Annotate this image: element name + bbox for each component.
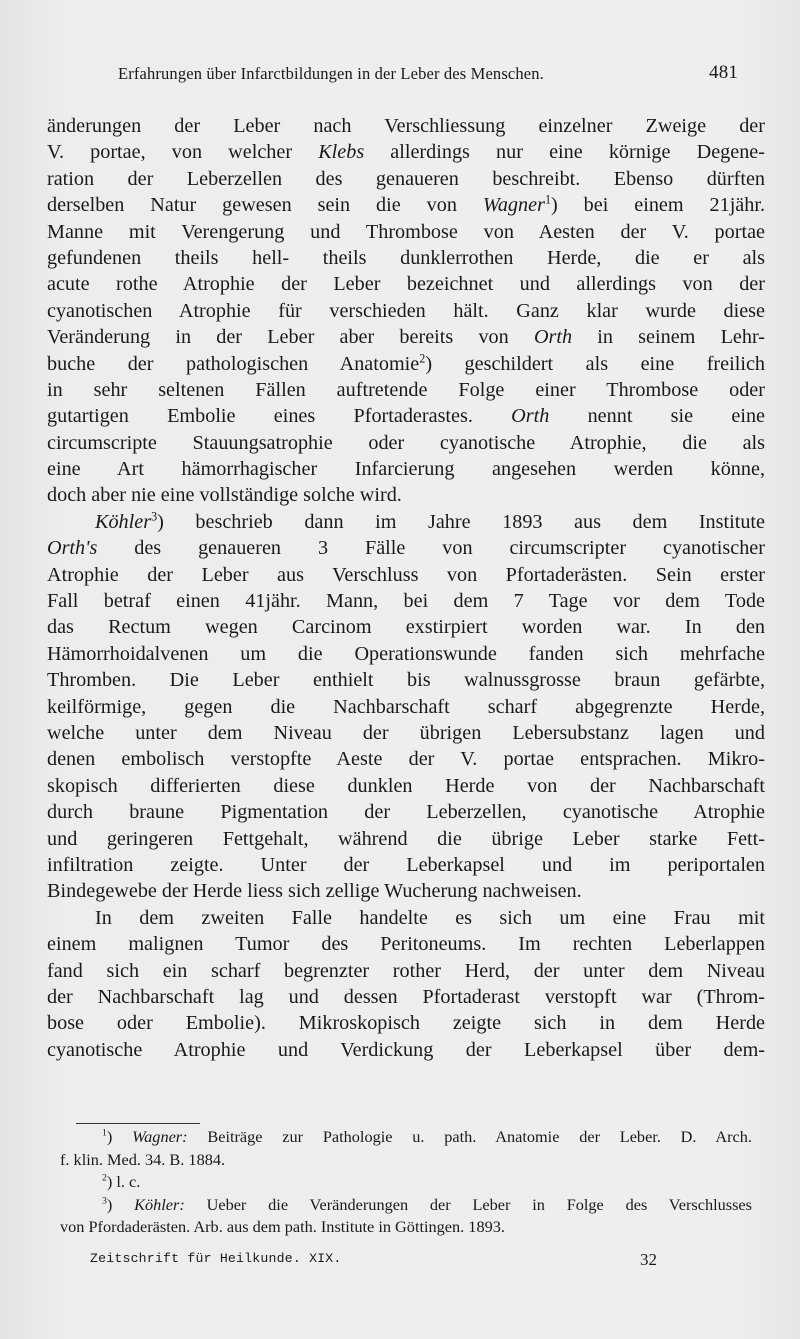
text-line: infiltration zeigte. Unter der Leberkapsel und im periportalen <box>47 853 765 876</box>
text-line: acute rothe Atrophie der Leber bezeichnet und allerdings von der <box>47 273 765 296</box>
text-line: Fall betraf einen 41jähr. Mann, bei dem 7 Tage vor dem Tode <box>47 590 765 613</box>
author-name: Orth <box>533 326 573 349</box>
text-line: skopisch differierten diese dunklen Herde von der Nachbarschaft <box>47 774 765 797</box>
text-line: Bindegewebe der Herde liess sich zellige Wucherung nachweisen. <box>47 880 582 903</box>
footnote-divider <box>76 1123 200 1124</box>
text-line: cyanotische Atrophie und Verdickung der Leberkapsel über dem- <box>47 1038 765 1061</box>
text-line: In dem zweiten Falle handelte es sich um eine Frau mit <box>95 906 765 929</box>
author-name: Köhler <box>95 510 152 533</box>
text-line: doch aber nie eine vollständige solche wird. <box>47 484 402 507</box>
text-line: gutartigen Embolie eines Pfortaderastes. Orth nennt sie eine <box>47 405 765 428</box>
text-line: Hämorrhoidalvenen um die Operationswunde fanden sich mehrfache <box>47 642 765 665</box>
footnote-marker: 3 <box>102 1195 107 1207</box>
text-line: denen embolisch verstopfte Aeste der V. portae entsprachen. Mikro- <box>47 748 765 771</box>
text-line: änderungen der Leber nach Verschliessung einzelner Zweige der <box>47 115 765 137</box>
text-line: durch braune Pigmentation der Leberzellen, cyanotische Atrophie <box>47 801 765 824</box>
footnotes <box>60 1126 752 1239</box>
text-line: ration der Leberzellen des genaueren beschreibt. Ebenso dürften <box>47 167 765 190</box>
footnote-ref: 1 <box>544 192 551 207</box>
text-line: Manne mit Verengerung und Thrombose von Aesten der V. portae <box>47 220 765 243</box>
footnote-marker: 1 <box>102 1127 107 1139</box>
text-line: und geringeren Fettgehalt, während die übrige Leber starke Fett- <box>47 827 765 850</box>
footnote-ref: 2 <box>419 350 426 365</box>
footnote-3: $^3$) Köhler: Ueber die Veränderungen der Leber in Folge des Verschlusses <box>102 1194 752 1214</box>
body-text <box>47 113 765 1063</box>
page-number: 481 <box>709 62 738 83</box>
footnote-ref: 3 <box>151 509 158 524</box>
author-name: Wagner <box>482 194 545 217</box>
text-line: Atrophie der Leber aus Verschluss von Pfortaderästen. Sein erster <box>47 563 765 586</box>
text-line: buche der pathologischen Anatomie$^2$) geschildert als eine freilich <box>47 350 765 375</box>
text-line: das Rectum wegen Carcinom exstirpiert worden war. In den <box>47 616 765 639</box>
text-line: welche unter dem Niveau der übrigen Lebersubstanz lagen und <box>47 721 765 744</box>
text-line: derselben Natur gewesen sein die von Wagner$^1$) bei einem 21jähr. <box>47 192 766 217</box>
text-line: gefundenen theils hell- theils dunklerrothen Herde, die er als <box>47 246 765 269</box>
text-line: der Nachbarschaft lag und dessen Pfortaderast verstopft war (Throm- <box>47 985 765 1008</box>
text-line: circumscripte Stauungsatrophie oder cyanotische Atrophie, die als <box>47 431 765 454</box>
running-head <box>118 62 738 86</box>
text-line: bose oder Embolie). Mikroskopisch zeigte sich in dem Herde <box>47 1012 765 1035</box>
text-line: Thromben. Die Leber enthielt bis walnussgrosse braun gefärbte, <box>47 669 765 692</box>
text-line: fand sich ein scharf begrenzter rother Herd, der unter dem Niveau <box>47 959 765 982</box>
author-name: Orth's <box>47 537 98 560</box>
text-line: in sehr seltenen Fällen auftretende Folge einer Thrombose oder <box>47 378 765 401</box>
footnote-2: $^2$) l. c. <box>102 1172 141 1191</box>
text-line: einem malignen Tumor des Peritoneums. Im rechten Leberlappen <box>47 933 765 956</box>
journal-signature: Zeitschrift für Heilkunde. XIX. <box>90 1251 342 1266</box>
text-line: cyanotischen Atrophie für verschieden hält. Ganz klar wurde diese <box>47 299 765 322</box>
text-line: eine Art hämorrhagischer Infarcierung angesehen werden könne, <box>47 458 765 481</box>
text-line: Veränderung in der Leber aber bereits von Orth in seinem Lehr- <box>47 326 765 349</box>
footnote-1-cont: f. klin. Med. 34. B. 1884. <box>60 1149 226 1169</box>
text-line: Orth's des genaueren 3 Fälle von circumscripter cyanotischer <box>47 537 765 560</box>
author-name: Orth <box>511 405 550 428</box>
author-name: Klebs <box>318 141 365 164</box>
text-line: V. portae, von welcher Klebs allerdings nur eine körnige Degene- <box>47 141 765 164</box>
text-line: keilförmige, gegen die Nachbarschaft scharf abgegrenzte Herde, <box>47 695 765 718</box>
running-head-title: Erfahrungen über Infarctbildungen in der Leber des Menschen. <box>118 64 544 83</box>
text-line: Köhler$^3$) beschrieb dann im Jahre 1893 aus dem Institute <box>95 509 765 533</box>
author-name: Wagner: <box>132 1127 188 1146</box>
footnote-marker: 2 <box>102 1172 107 1184</box>
author-name: Köhler: <box>134 1194 185 1214</box>
sheet-number: 32 <box>640 1250 657 1269</box>
footnote-1: $^1$) Wagner: Beiträge zur Pathologie u. path. Anatomie der Leber. D. Arch. <box>102 1127 752 1146</box>
footnote-3-cont: von Pfordaderästen. Arb. aus dem path. Institute in Göttingen. 1893. <box>60 1217 505 1236</box>
